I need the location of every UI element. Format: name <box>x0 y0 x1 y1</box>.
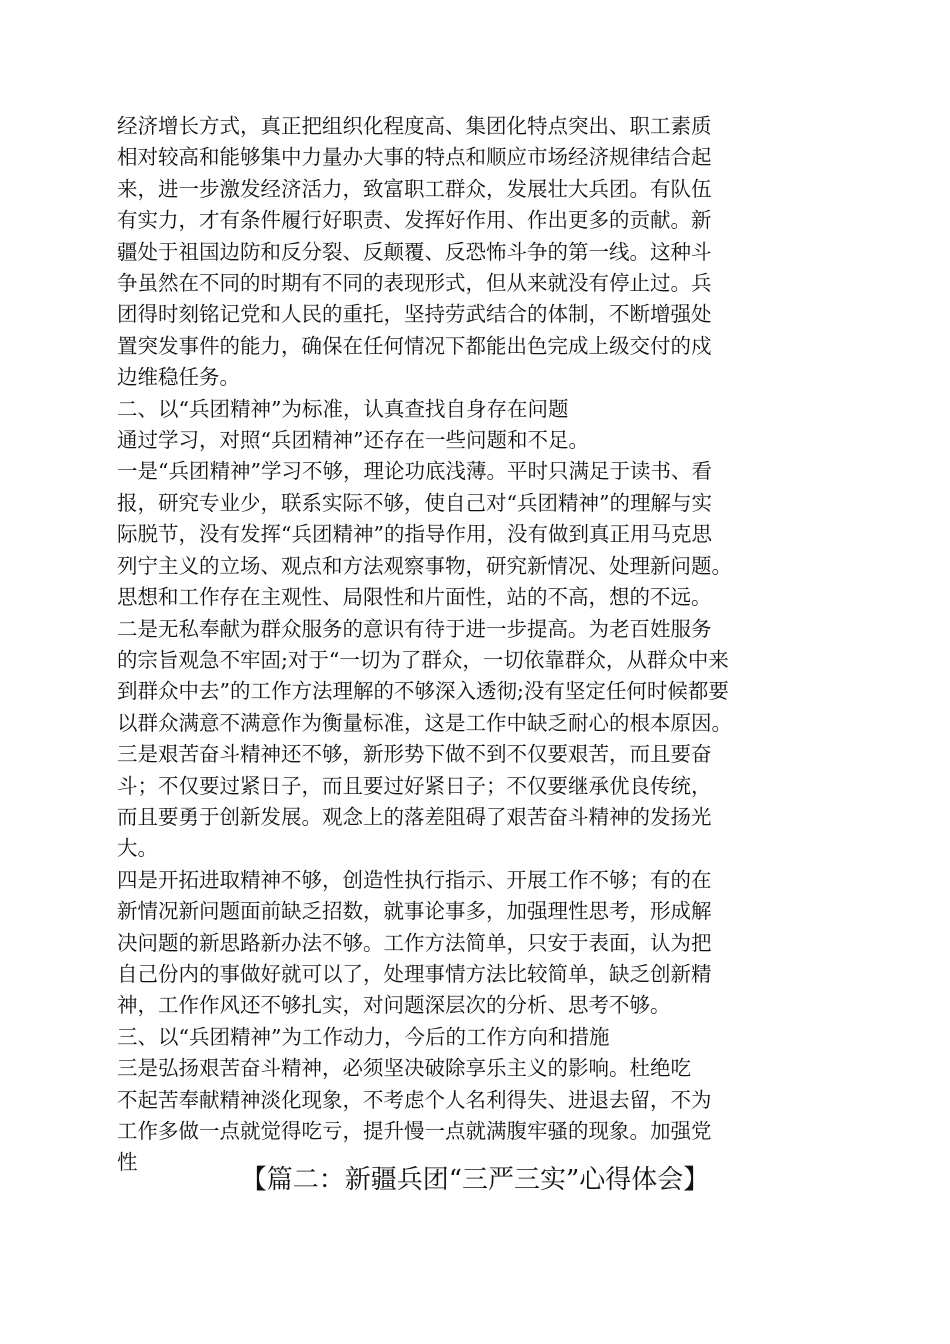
text-line: 疆处于祖国边防和反分裂、反颠覆、反恐怖斗争的第一线。这种斗 <box>117 239 712 264</box>
text-line: 争虽然在不同的时期有不同的表现形式，但从来就没有停止过。兵 <box>117 271 712 296</box>
text-line: 经济增长方式，真正把组织化程度高、集团化特点突出、职工素质 <box>117 114 712 138</box>
text-line: 通过学习，对照“兵团精神”还存在一些问题和不足。 <box>117 428 589 453</box>
text-line: 报，研究专业少，联系实际不够，使自己对“兵团精神”的理解与实 <box>117 490 712 515</box>
text-line: 来，进一步激发经济活力，致富职工群众，发展壮大兵团。有队伍 <box>117 176 712 201</box>
text-line: 边维稳任务。 <box>117 365 240 390</box>
text-line: 到群众中去”的工作方法理解的不够深入透彻;没有坚定任何时候都要 <box>117 679 729 704</box>
text-line: 三是弘扬艰苦奋斗精神，必须坚决破除享乐主义的影响。杜绝吃 <box>117 1056 691 1081</box>
text-line: 相对较高和能够集中力量办大事的特点和顺应市场经济规律结合起 <box>117 145 712 170</box>
text-line: 思想和工作存在主观性、局限性和片面性，站的不高，想的不远。 <box>117 585 712 610</box>
text-line: 大。 <box>117 836 158 861</box>
text-line: 不起苦奉献精神淡化现象，不考虑个人名利得失、进退去留，不为 <box>117 1087 712 1112</box>
text-line: 团得时刻铭记党和人民的重托，坚持劳武结合的体制，不断增强处 <box>117 302 712 327</box>
text-line: 置突发事件的能力，确保在任何情况下都能出色完成上级交付的戍 <box>117 333 712 358</box>
text-line: 二、以“兵团精神”为标准，认真查找自身存在问题 <box>117 396 569 421</box>
text-line: 二是无私奉献为群众服务的意识有待于进一步提高。为老百姓服务 <box>117 616 712 641</box>
section-title: 【篇二：新疆兵团“三严三实”心得体会】 <box>240 1165 710 1195</box>
text-line: 三、以“兵团精神”为工作动力，今后的工作方向和措施 <box>117 1024 610 1049</box>
text-line: 四是开拓进取精神不够，创造性执行指示、开展工作不够；有的在 <box>117 867 712 892</box>
text-line: 的宗旨观急不牢固;对于“一切为了群众，一切依靠群众，从群众中来 <box>117 647 729 672</box>
text-line: 一是“兵团精神”学习不够，理论功底浅薄。平时只满足于读书、看 <box>117 459 712 484</box>
text-line: 自己份内的事做好就可以了，处理事情方法比较简单，缺乏创新精 <box>117 961 712 986</box>
text-line: 神，工作作风还不够扎实，对问题深层次的分析、思考不够。 <box>117 993 671 1018</box>
text-line: 而且要勇于创新发展。观念上的落差阻碍了艰苦奋斗精神的发扬光 <box>117 804 712 829</box>
text-line: 以群众满意不满意作为衡量标准，这是工作中缺乏耐心的根本原因。 <box>117 710 732 735</box>
text-line: 际脱节，没有发挥“兵团精神”的指导作用，没有做到真正用马克思 <box>117 522 712 547</box>
text-line: 三是艰苦奋斗精神还不够，新形势下做不到不仅要艰苦，而且要奋 <box>117 742 712 767</box>
text-line: 斗；不仅要过紧日子，而且要过好紧日子；不仅要继承优良传统， <box>117 773 712 798</box>
text-line: 有实力，才有条件履行好职责、发挥好作用、作出更多的贡献。新 <box>117 208 712 233</box>
document-body <box>117 111 877 1179</box>
text-line: 工作多做一点就觉得吃亏，提升慢一点就满腹牢骚的现象。加强党 <box>117 1119 712 1143</box>
text-line: 决问题的新思路新办法不够。工作方法简单，只安于表面，认为把 <box>117 930 712 955</box>
text-line: 性 <box>117 1150 138 1175</box>
text-line: 新情况新问题面前缺乏招数，就事论事多，加强理性思考，形成解 <box>117 899 712 924</box>
text-line: 列宁主义的立场、观点和方法观察事物，研究新情况、处理新问题。 <box>117 553 732 578</box>
